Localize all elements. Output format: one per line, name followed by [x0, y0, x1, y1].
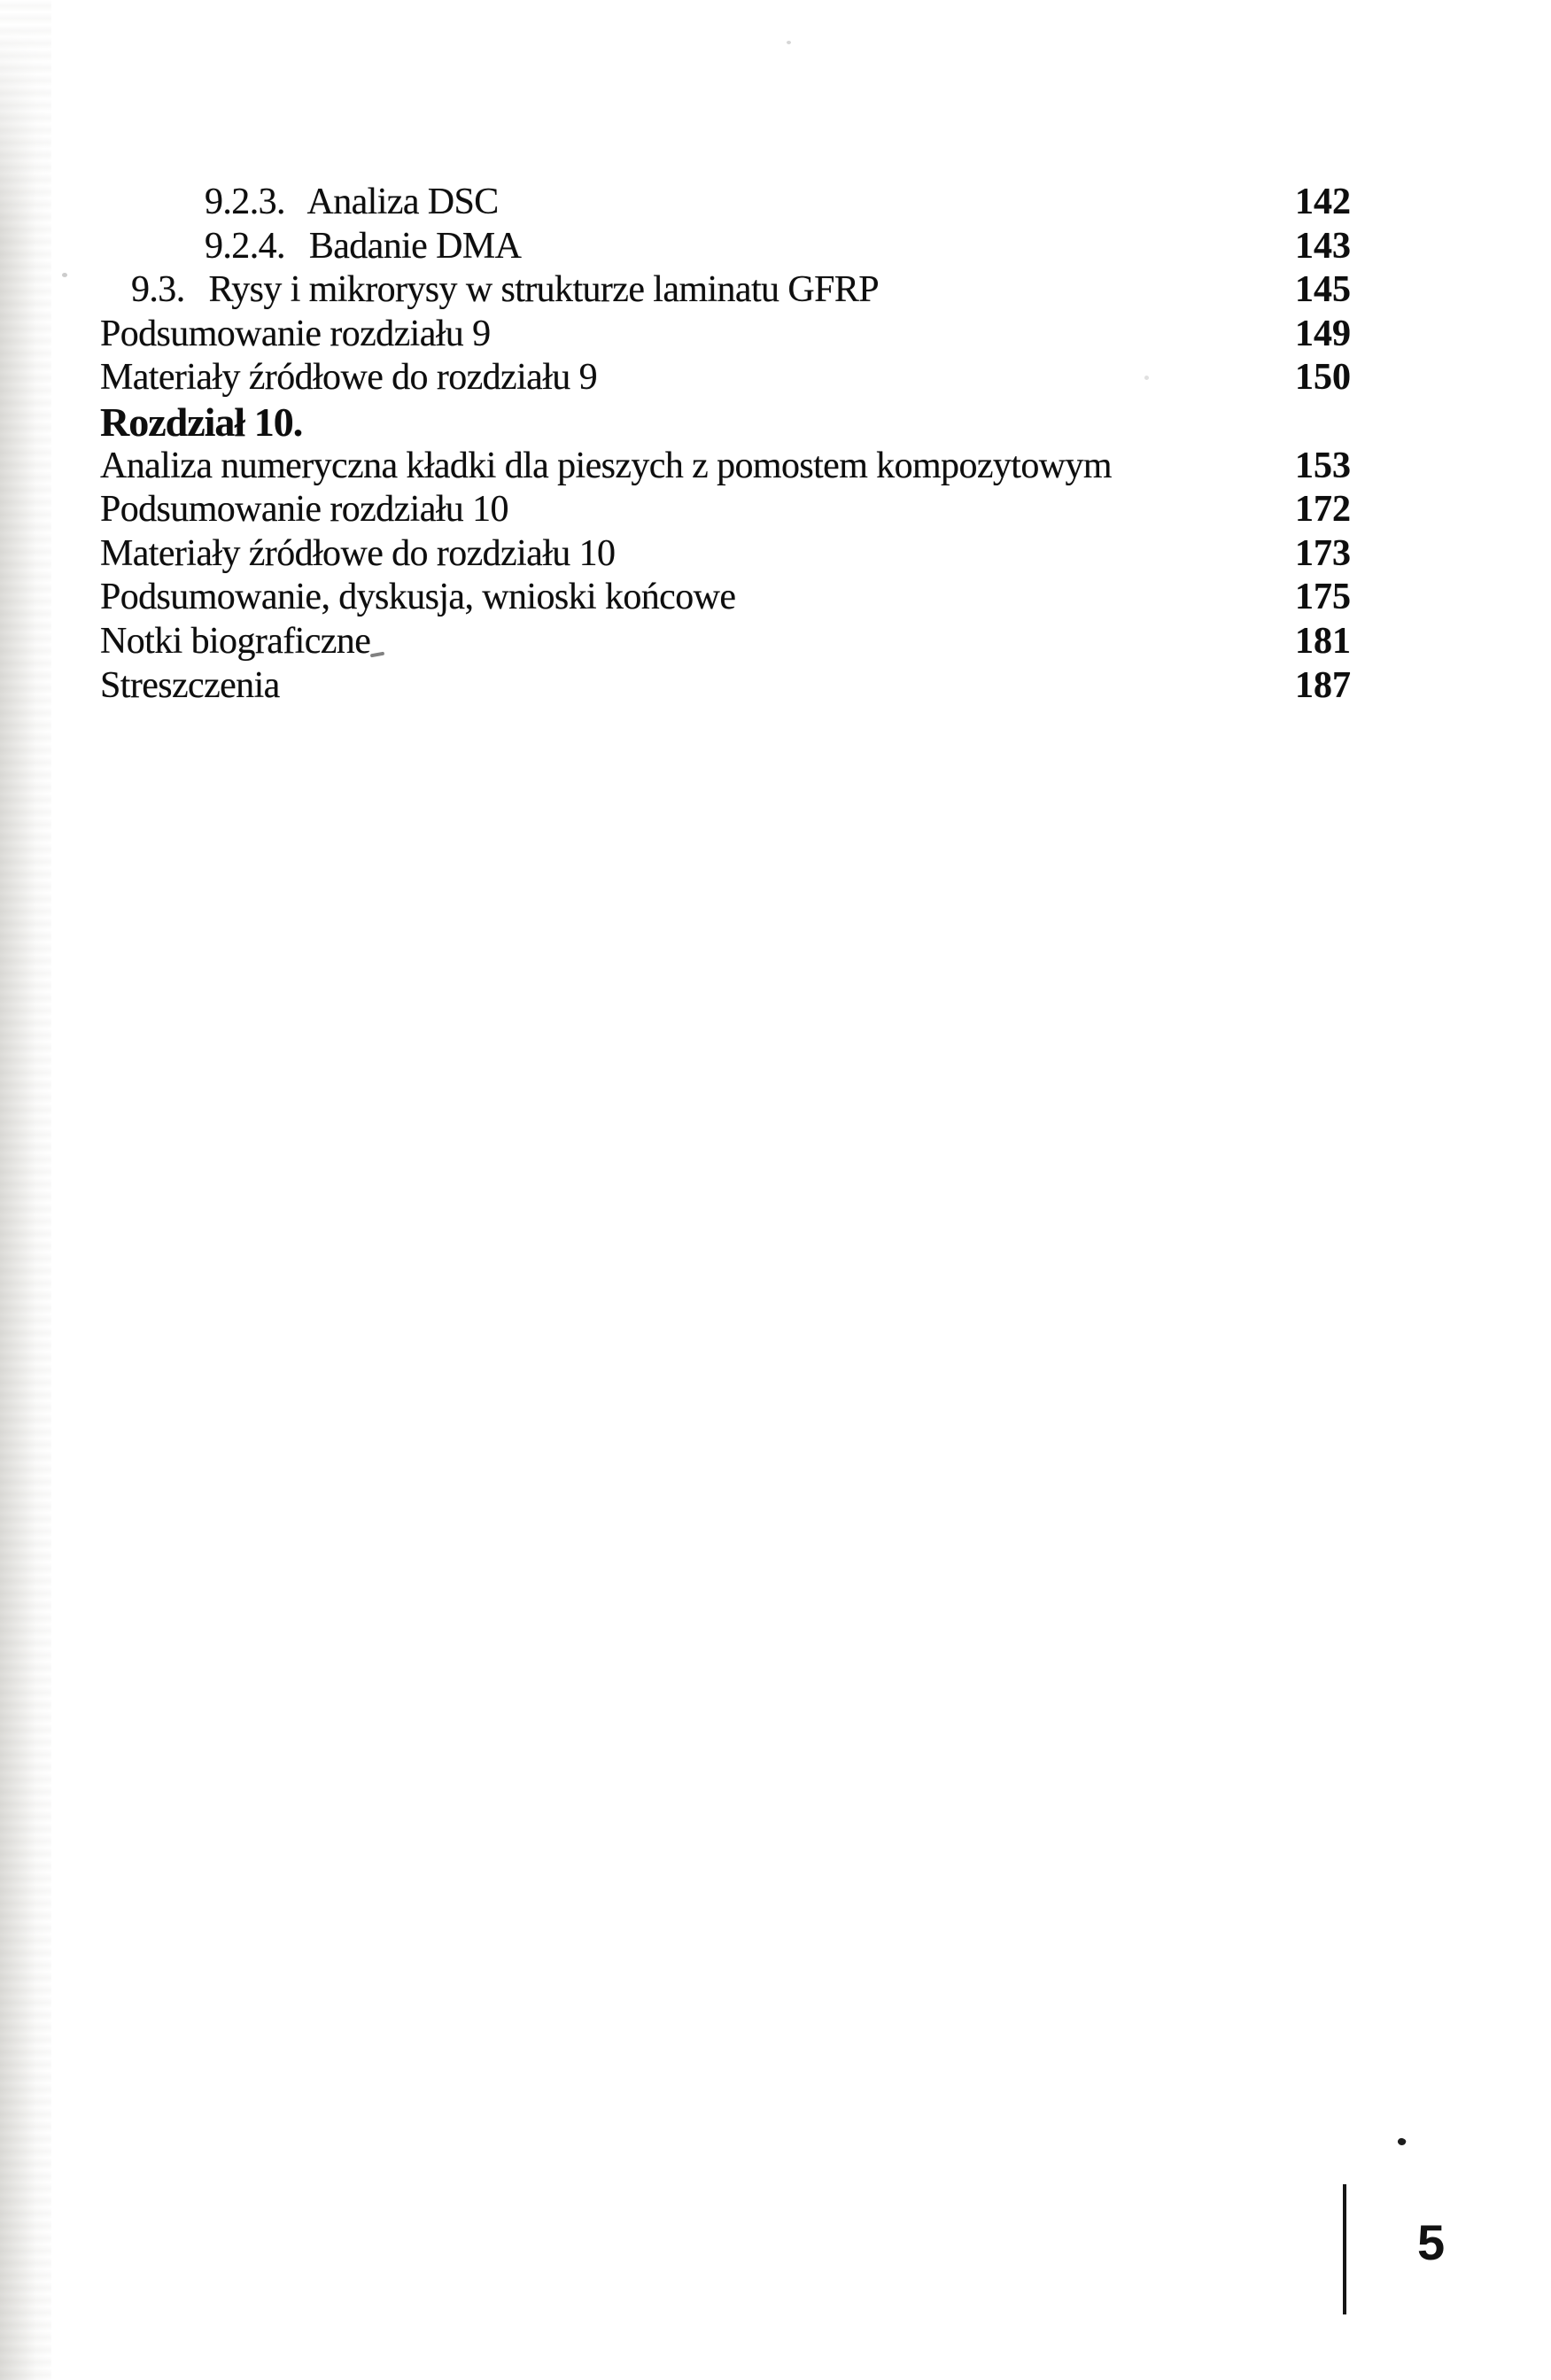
toc-row: [0, 620, 1551, 664]
toc-entry-title: Podsumowanie rozdziału 9: [100, 313, 491, 354]
toc-entry-title: Podsumowanie, dyskusja, wnioski końcowe: [100, 577, 736, 618]
toc-page-number: 143: [1295, 225, 1351, 267]
toc-page-number: 172: [1295, 489, 1351, 531]
toc-page-number: 187: [1295, 664, 1351, 706]
toc-page-number: 145: [1295, 269, 1351, 311]
toc-row: [0, 356, 1551, 400]
toc-page-number: 173: [1295, 532, 1351, 574]
toc-entry-title: Badanie DMA: [308, 225, 522, 267]
toc-entry-number: 9.2.4.: [205, 225, 285, 267]
toc-entry-title: Rysy i mikrorysy w strukturze laminatu GFRP: [208, 269, 880, 311]
toc-page-number: 149: [1295, 313, 1351, 354]
toc-page-number: 181: [1295, 620, 1351, 662]
toc-entry-number: 9.3.: [131, 269, 185, 311]
page-number-folio: 5: [1417, 2214, 1446, 2270]
toc-row: [0, 576, 1551, 620]
toc-page-number: 150: [1295, 357, 1351, 399]
toc-page-number: 153: [1295, 445, 1351, 486]
toc-row: [0, 313, 1551, 357]
toc-entry-number: 9.2.3.: [205, 182, 285, 222]
toc-entry-title: Rozdział 10.: [100, 399, 303, 445]
scan-speck: [62, 273, 67, 277]
scan-speck: [1144, 376, 1149, 380]
toc-row: [0, 181, 1551, 225]
toc-entry-title: Analiza DSC: [306, 182, 499, 222]
toc-page-number: 175: [1295, 577, 1351, 618]
toc-entry-title: Podsumowanie rozdziału 10: [100, 489, 508, 531]
toc-entry-title: Streszczenia: [100, 664, 280, 706]
toc-row: [0, 225, 1551, 269]
toc-entry-title: Materiały źródłowe do rozdziału 10: [100, 532, 616, 574]
toc-entry-title: Analiza numeryczna kładki dla pieszych z pomostem kompozytowym: [100, 445, 1112, 486]
table-of-contents: [0, 181, 1551, 708]
toc-row: [0, 400, 1551, 445]
toc-row: [0, 664, 1551, 709]
toc-row: [0, 488, 1551, 532]
toc-row: [0, 445, 1551, 489]
toc-row: [0, 268, 1551, 313]
folio-rule: [1343, 2184, 1346, 2314]
scan-speck: [1397, 2136, 1408, 2146]
scan-speck: [787, 41, 791, 44]
toc-row: [0, 532, 1551, 577]
toc-page-number: 142: [1295, 182, 1351, 222]
toc-entry-title: Materiały źródłowe do rozdziału 9: [100, 357, 597, 399]
toc-entry-title: Notki biograficzne: [100, 620, 371, 662]
